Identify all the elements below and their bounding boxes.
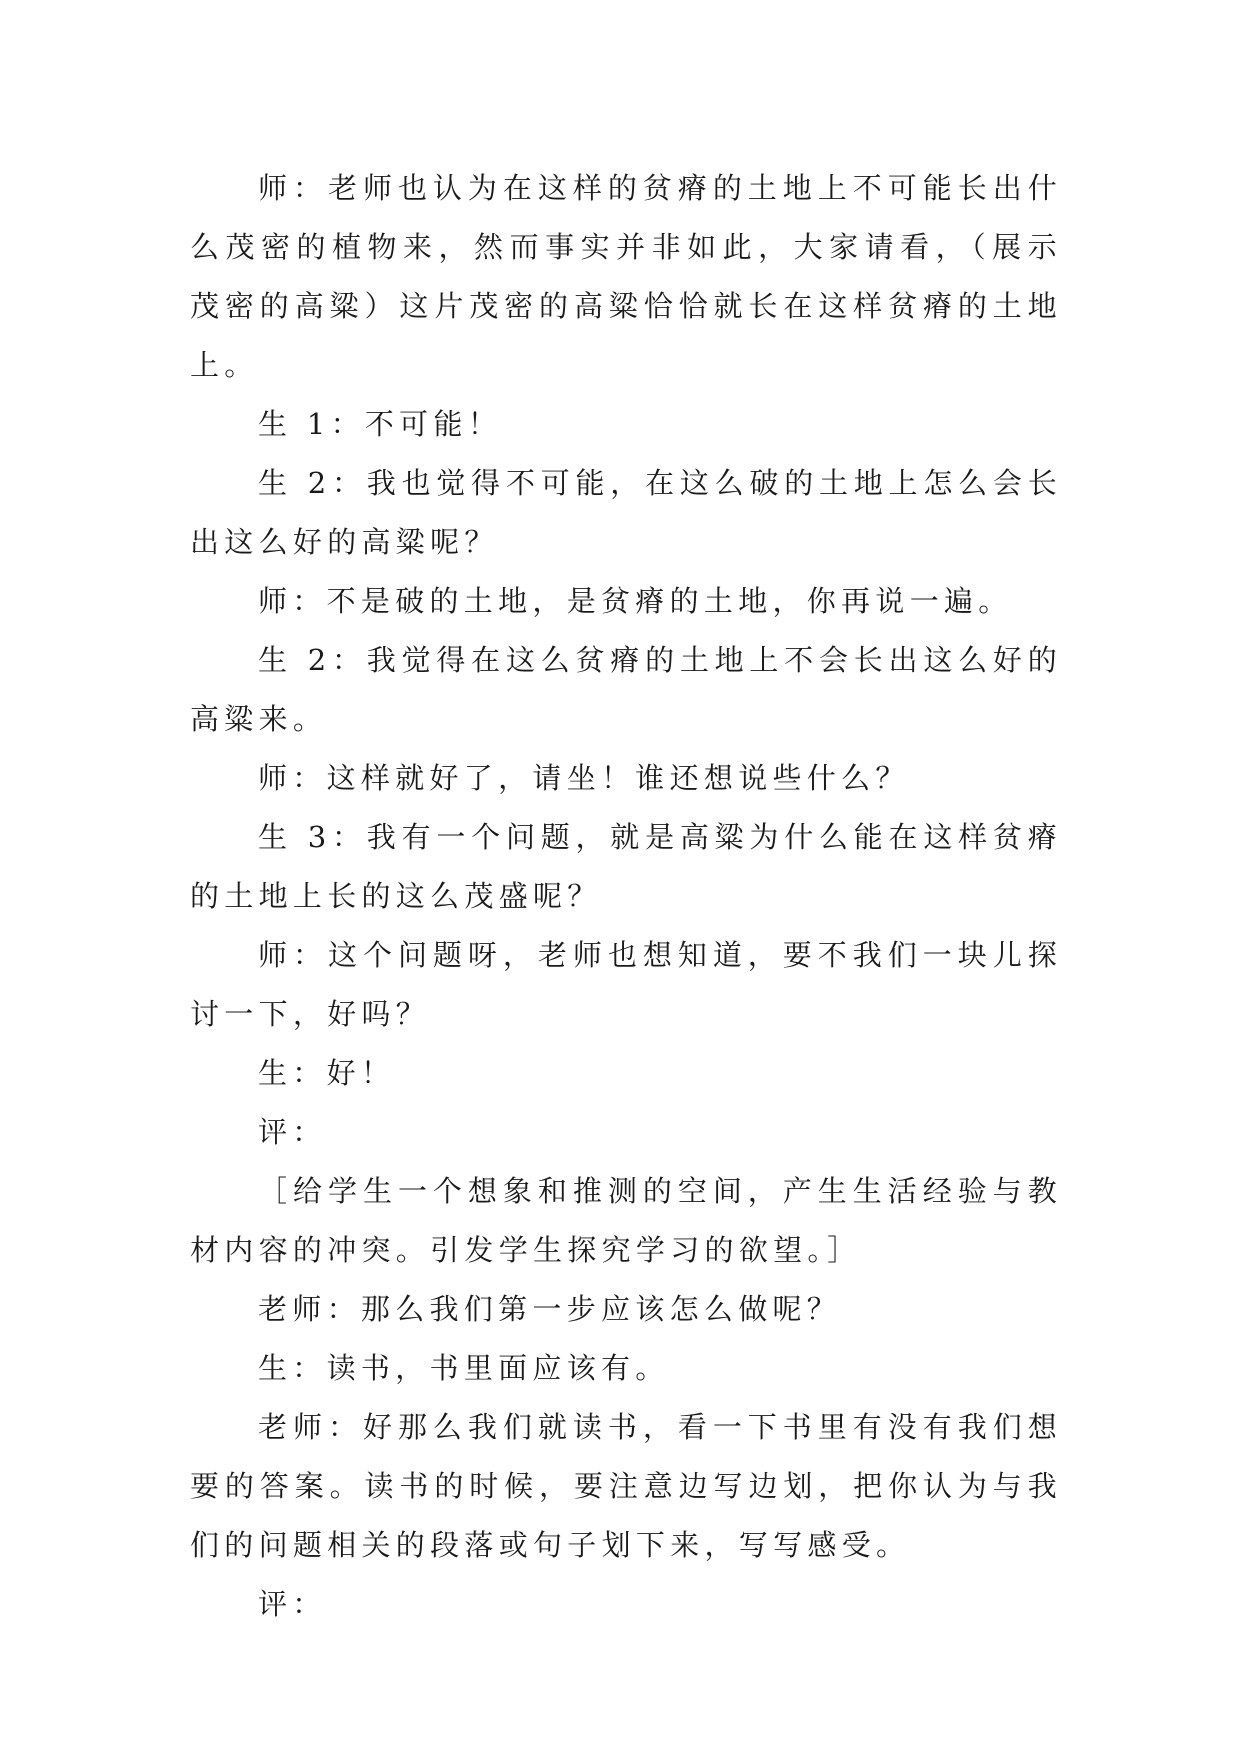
paragraph-teacher-3: 师：这样就好了，请坐！谁还想说些什么？ — [258, 761, 910, 795]
paragraph-teacher-5: 老师：那么我们第一步应该怎么做呢？ — [258, 1292, 842, 1326]
document-body — [190, 159, 1062, 1634]
paragraph-teacher-2: 师：不是破的土地，是贫瘠的土地，你再说一遍。 — [258, 584, 1013, 618]
paragraph-teacher-6: 老师：好那么我们就读书，看一下书里有没有我们想要的答案。读书的时候，要注意边写边划，把你认为与我们的问题相关的段落或句子划下来，写写感受。 — [190, 1410, 1062, 1562]
paragraph-student-3: 生 3：我有一个问题，就是高粱为什么能在这样贫瘠的土地上长的这么茂盛呢？ — [190, 820, 1062, 913]
paragraph-student-2-repeat: 生 2：我觉得在这么贫瘠的土地上不会长出这么好的高粱来。 — [190, 643, 1062, 736]
paragraph-student-1: 生 1：不可能！ — [258, 407, 503, 441]
paragraph-students-answer: 生：读书，书里面应该有。 — [258, 1351, 670, 1385]
paragraph-teacher-1: 师：老师也认为在这样的贫瘠的土地上不可能长出什么茂密的植物来，然而事实并非如此，大家请看，（展示茂密的高粱）这片茂密的高粱恰恰就长在这样贫瘠的土地上。 — [190, 171, 1062, 382]
paragraph-comment-label-1: 评： — [258, 1115, 327, 1149]
paragraph-students-reply: 生：好！ — [258, 1056, 396, 1090]
paragraph-comment-label-2: 评： — [258, 1587, 327, 1621]
paragraph-comment-1: ［给学生一个想象和推测的空间，产生生活经验与教材内容的冲突。引发学生探究学习的欲望。］ — [190, 1174, 1062, 1267]
paragraph-student-2: 生 2：我也觉得不可能，在这么破的土地上怎么会长出这么好的高粱呢？ — [190, 466, 1062, 559]
paragraph-teacher-4: 师：这个问题呀，老师也想知道，要不我们一块儿探讨一下，好吗？ — [190, 938, 1062, 1031]
